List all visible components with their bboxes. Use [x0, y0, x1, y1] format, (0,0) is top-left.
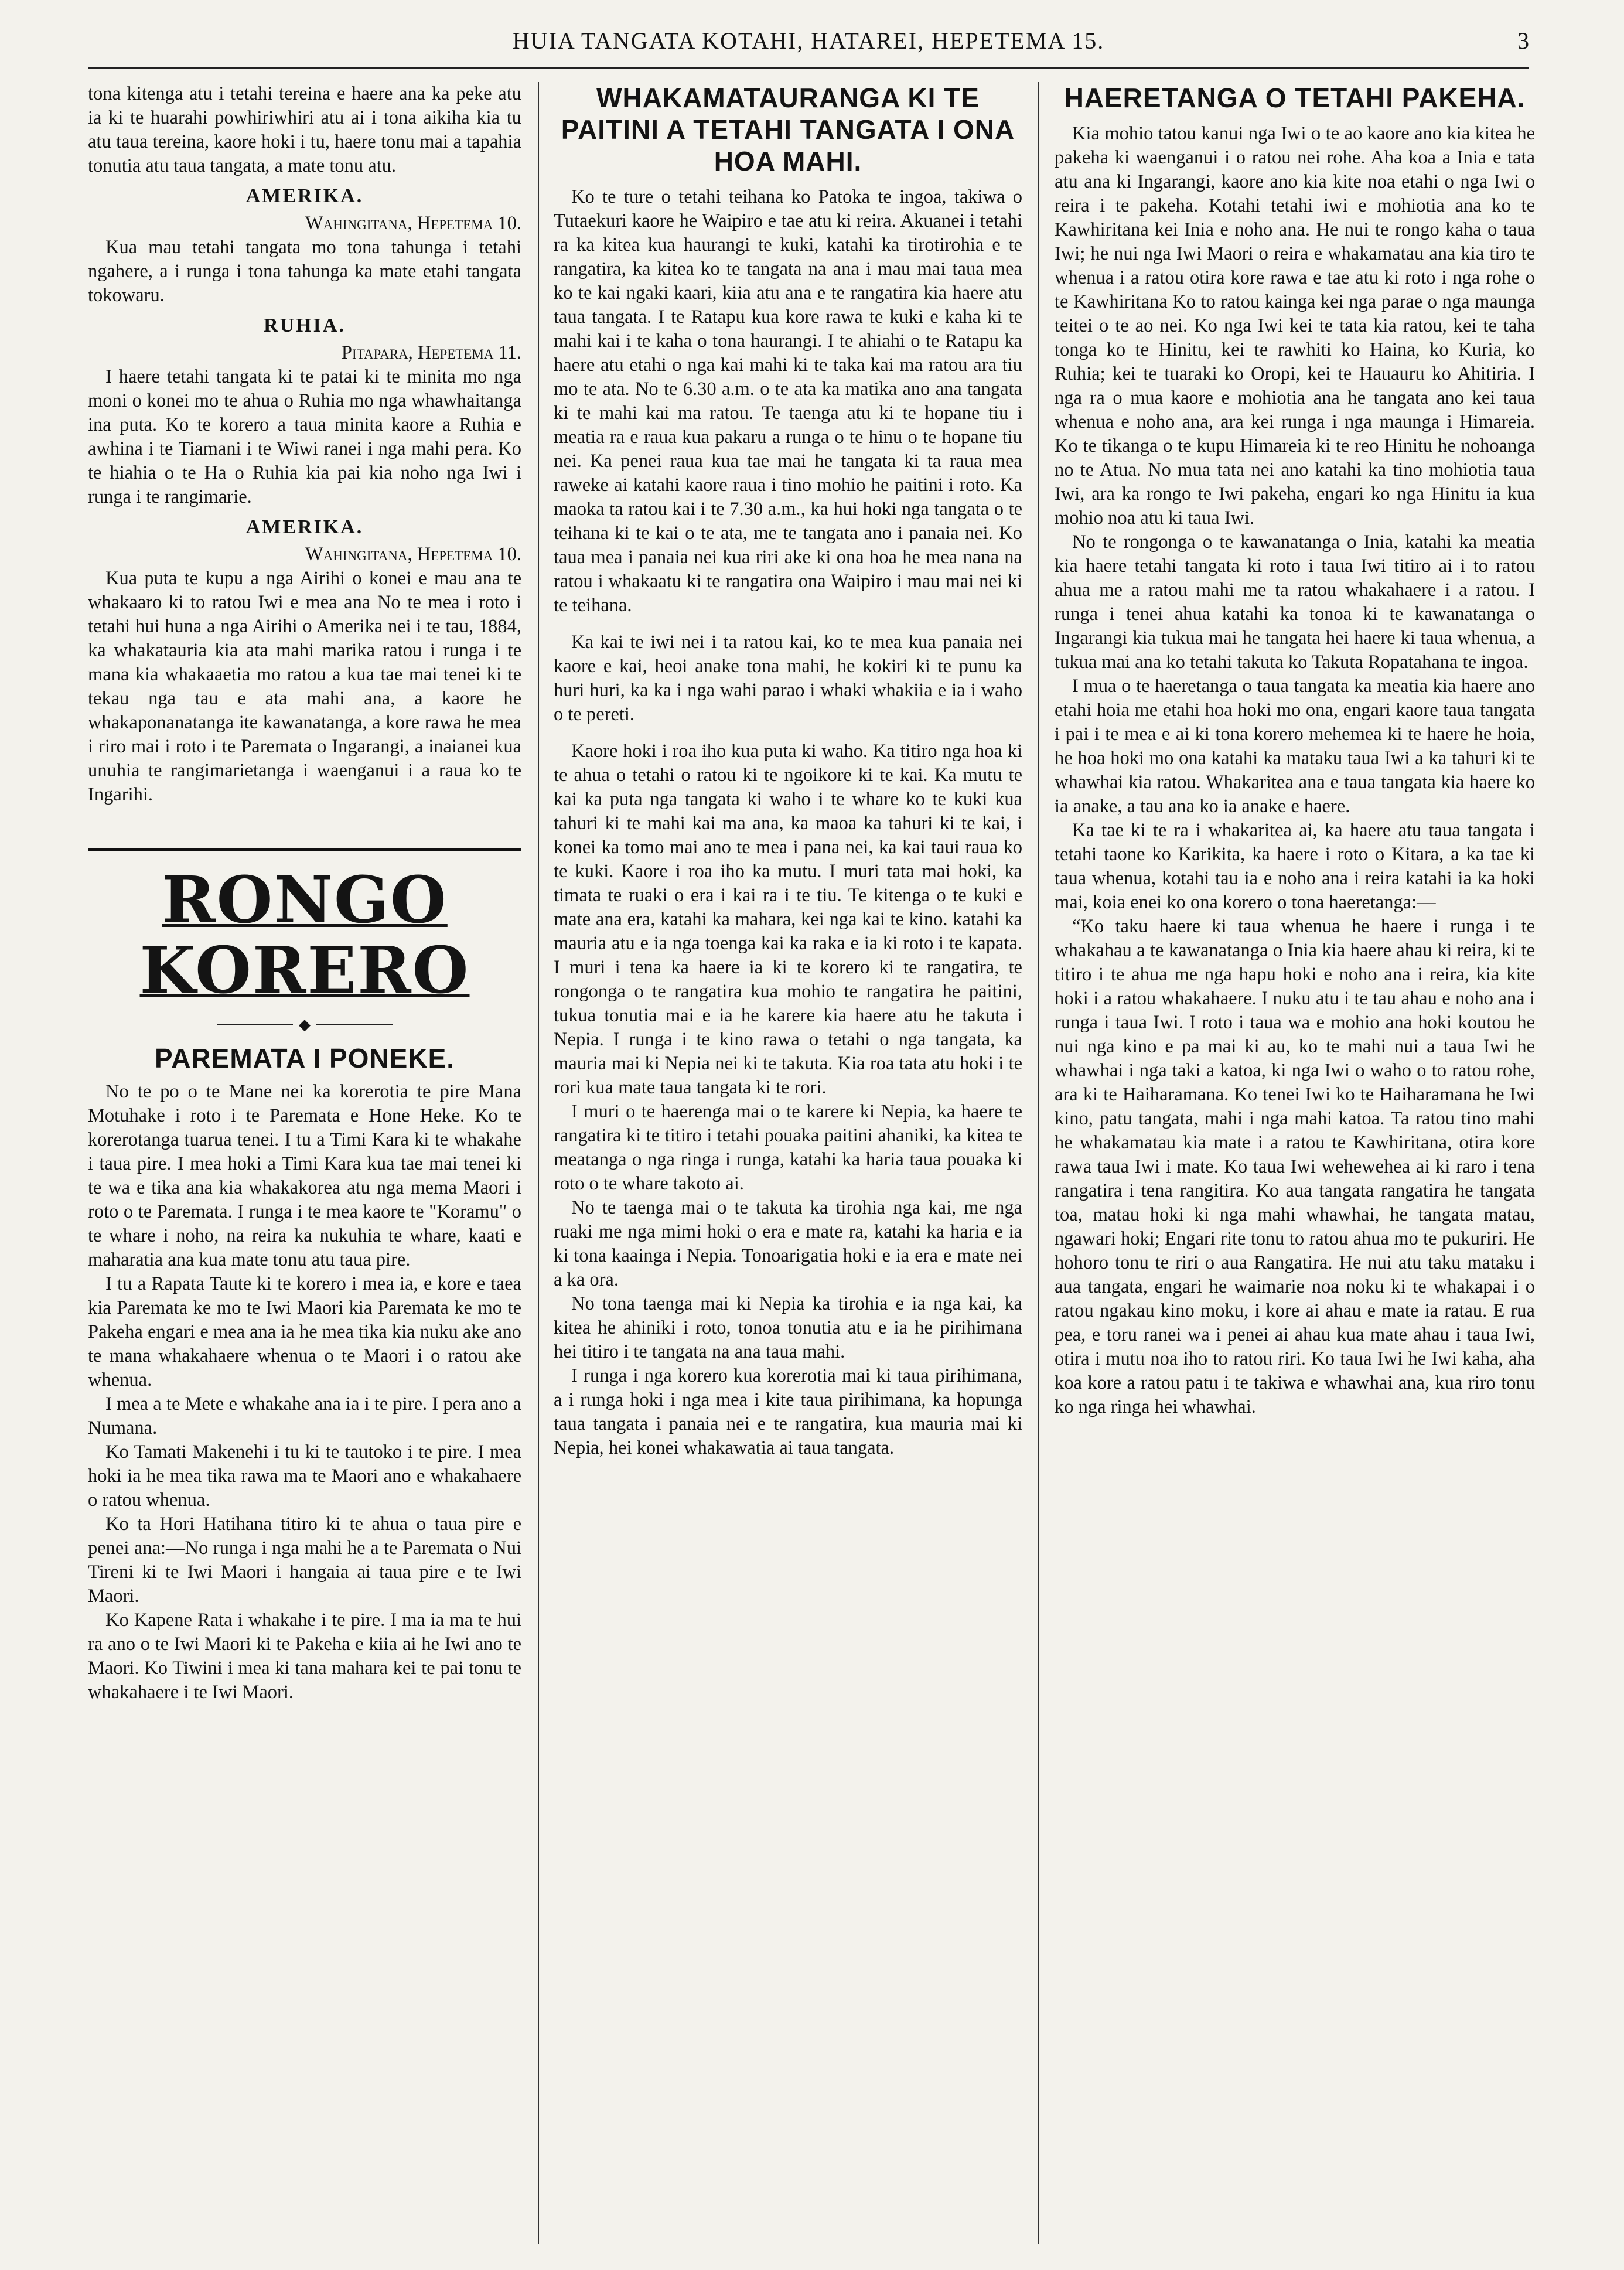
article-paragraph: Kia mohio tatou kanui nga Iwi o te ao kaore ano kia kitea he pakeha ki waenganui i o ratou nei rohe. Aha koa a Inia e tata atu ana ki Ingarangi, kaore ano kia kite noa etahi o nga Iwi o reira i te pakeha. Kotahi tetahi iwi e mohiotia ana ko te Kawhiritana kei Inia e noho ana. He nui te rongo kaha o taua Iwi; he nui nga Iwi Maori o reira e whakamatau ana kia tiro te whenua i a ratou otira kore rawa e tae atu ki roto i nga rohe o te Kawhiritana Ko to ratou kainga kei nga parae o nga maunga teitei o te ao nei. Ko nga Iwi kei te tata kia ratou, kei te taha tonga ko te Hinitu, kei te rawhiti ko Haina, ko Kuria, ko Ruhia; kei te tuaraki ko Oropi, kei te Hauauru ko Ahitiria. I nga ra o mua kaore e mohiotia ana he tangata ano kei taua whenua e noho ana, ara kei runga i nga maunga i Himareia. Ko te tikanga o te kupu Himareia ki te reo Hinitu he nohoanga no te Atua. No mua tata nei ano katahi ka tino mohiotia taua Iwi, ara ka rongo te Iwi pakeha, engari ko nga Hinitu ia kua mohio noa atu ki taua Iwi.	[1055, 123, 1535, 529]
article-paragraph: Ka kai te iwi nei i ta ratou kai, ko te mea kua panaia nei kaore e kai, heoi anake tona mahi, he kokiri ki te punu ka huri huri, ka ka i nga wahi parao i whaki whakiia e ia i waho o te pereti.	[554, 632, 1022, 725]
column-middle	[554, 82, 1022, 2244]
article-paragraph: Ko Tamati Makenehi i tu ki te tautoko i te pire. I mea hoki ia he mea tika rawa ma te Maori ano e whakahaere o ratou whenua.	[88, 1441, 521, 1511]
column-right	[1055, 82, 1535, 2244]
article-paragraph: No tona taenga mai ki Nepia ka tirohia e ia nga kai, ka kitea he ahiniki i roto, tonoa tonutia atu e ia he pirihimana hei titiro i te tangata na ana taua mahi.	[554, 1293, 1022, 1362]
article-paragraph: I muri o te haerenga mai o te karere ki Nepia, ka haere te rangatira ki te titiro i tetahi pouaka paitini ahaniki, ka kitea te meatanga o nga ringa i runga, katahi ka haria taua pouaka ki roto o te whare takoto ai.	[554, 1101, 1022, 1194]
article-paragraph: Kua mau tetahi tangata mo tona tahunga i tetahi ngahere, a i runga i tona tahunga ka mate etahi tangata tokowaru.	[88, 237, 521, 306]
article-paragraph: No te po o te Mane nei ka korerotia te pire Mana Motuhake i roto i te Paremata e Hone Heke. Ko te korerotanga tuarua tenei. I tu a Timi Kara ki te whakahe i taua pire. I mea hoki a Timi Kara kua tae mai tenei ki te wa e tika ana kia whakakorea atu nga mema Maori i roto o te Paremata. I runga i te mea kaore te "Koramu" o te whare i noho, na reira ka nukuhia te whare, kaati e maharatia ana kua mate tonu atu taua pire.	[88, 1081, 521, 1271]
article-headline: PAREMATA I PONEKE.	[154, 1043, 455, 1074]
article-paragraph: I mua o te haeretanga o taua tangata ka meatia kia haere ano etahi hoia me etahi hoa hoki mo ona, engari kaore taua tangata i pai i te mea e ai ki tona korero mehemea ki te haere he hoia, he hoa hoki mo ona katahi ka mataku taua Iwi a ka tahuri ki te whawhai kia ratou. Whakaritea ana e taua tangata kia haere ko ia anake, a tau ana ko ia anake e haere.	[1055, 676, 1535, 817]
article-paragraph: tona kitenga atu i tetahi tereina e haere ana ka peke atu ia ki te huarahi powhiriwhiri atu ai i tona aikiha kia tu atu taua tereina, kaore hoki i tu, haere tonu mai a tapahia tonutia atu taua tangata, a mate tonu atu.	[88, 83, 521, 176]
article-headline: HAERETANGA O TETAHI PAKEHA.	[1064, 83, 1526, 113]
dateline: Wahingitana, Hepetema 10.	[305, 213, 521, 234]
article-paragraph: I mea a te Mete e whakahe ana ia i te pire. I pera ano a Numana.	[88, 1393, 521, 1439]
section-heading: AMERIKA.	[245, 516, 364, 538]
article-paragraph: Ko te ture o tetahi teihana ko Patoka te ingoa, takiwa o Tutaekuri kaore he Waipiro e tae atu ki reira. Akuanei i tetahi ra ka kitea kua haurangi te kuki, katahi ka tirotirohia e te rangatira, ka kitea ko te tangata na ana i mau mai taua mea ko te kai ngaki kaari, kiia atu ana e te rangatira kia haere atu taua tangata. I te Ratapu kua kore rawa te kuki e kaha ki te mahi kai i te kaha o tona haurangi. I te ahiahi o te Ratapu ka haere atu etahi o nga kai mahi ki te taka kai ma ratou ara tiu mo te ata. No te 6.30 a.m. o te ata ka matika ano ana tangata ki te mahi kai ma ratou. Te taenga atu ki te hopane tiu i meatia ra e raua kua pakaru a runga o te hinu o te hopane tiu nei. Ka penei raua kua tae mai he tangata ki ta raua mea raweke ai katahi kaore raua i tino mohio he paitini i roto. Ka maoka ta ratou kai i te 7.30 a.m., ka hui hoki nga tangata o te teihana ki te kai o te ata, me te tangata ano i panaia nei. Ko taua mea i panaia nei kua riri ake ki ona hoa he mea nana na ratou i whakaatu ki te rangatira ona Waipiro i mau mai nei ki te teihana.	[554, 186, 1022, 616]
section-divider	[88, 848, 521, 851]
dateline: Pitapara, Hepetema 11.	[341, 342, 521, 363]
section-heading: AMERIKA.	[245, 185, 364, 207]
article-paragraph: Ka tae ki te ra i whakaritea ai, ka haere atu taua tangata i tetahi taone ko Karikita, ka haere i roto o Kitara, a ka tae ki taua whenua, kotahi tau ia e noho ana i reira katahi ia ka hoki mai, koia enei ko ona korero o tona haeretanga:—	[1055, 820, 1535, 913]
section-title: RONGO KORERO	[139, 862, 470, 1008]
article-paragraph: Kaore hoki i roa iho kua puta ki waho. Ka titiro nga hoa ki te ahua o tetahi o ratou ki te ngoikore ki te kai. Ka mutu te kai ka puta nga tangata ki waho i te whare ko te kuki kua tahuri ki te mahi kai ma ana, ka maoa ka tahuri ki te kai, i konei ka tomo mai ano te mea i pana nei, ka kai taui raua ko te kuki. Kaore i roa iho ka mutu. I muri tata mai hoki, ka timata te ruaki o era i kai ra i te tiu. Te kitenga o te kuki e mate ana era, katahi ka mahara, kei nga kai te kino. katahi ka mauria atu e ia nga toenga kai ka raka e ia ki roto i te kapata. I muri i tena ka haere ia ki te korero ki te rangatira, te rongonga o te rangatira kua mohio te rangatira he paitini, tukua tonutia mai e ia he karere kia haere atu he takuta i Nepia. I runga i te kino rawa o tetahi o nga tangata, ka mauria mai ki Nepia nei ki te takuta. Kia roa tata atu hoki i te rori kua mate taua tangata ki te rori.	[554, 741, 1022, 1098]
article-paragraph: I tu a Rapata Taute ki te korero i mea ia, e kore e taea kia Paremata ke mo te Iwi Maori kia Paremata ke mo te Pakeha engari e mea ana ia he mea tika kia nuku ake ano te mana whakahaere whenua o te Maori i o ratou ake whenua.	[88, 1273, 521, 1391]
article-headline: WHAKAMATAURANGA KI TE PAITINI A TETAHI TANGATA I ONA HOA MAHI.	[561, 83, 1015, 176]
article-paragraph: I runga i nga korero kua korerotia mai ki taua pirihimana, a i runga hoki i nga mea i kite taua pirihimana, ka hopunga taua tangata i panaia nei e te rangatira, kua mauria mai ki Nepia, hei konei whakawatia ai taua tangata.	[554, 1365, 1022, 1458]
diamond-icon: ◆	[299, 1016, 311, 1034]
column-divider	[538, 82, 539, 2244]
page-number: 3	[1517, 28, 1529, 54]
article-paragraph: Ko Kapene Rata i whakahe i te pire. I ma ia ma te hui ra ano o te Iwi Maori ki te Pakeha e kiia ai he Iwi ano te Maori. Ko Tiwini i mea ki tana mahara kei te pai tonu te whakahaere i te Iwi Maori.	[88, 1610, 521, 1703]
article-paragraph: Ko ta Hori Hatihana titiro ki te ahua o taua pire e penei ana:—No runga i nga mahi he a te Paremata o Nui Tireni ki te Iwi Maori i hangaia ai taua pire e te Iwi Maori.	[88, 1514, 521, 1607]
article-paragraph: Kua puta te kupu a nga Airihi o konei e mau ana te whakaaro ki to ratou Iwi e mea ana No te mea i roto i tetahi hui huna a nga Airihi o Amerika nei i te tau, 1884, ka whakatauria kia ata mahi marika ratou i runga i te mana kia whakaaetia mo ratou a kua tae mai tenei ki te tekau nga tau e ata mahi ana, a kaore he whakaponanatanga ite kawanatanga, a kore rawa he mea i riro mai i roto i te Paremata o Ingarangi, a inaianei kua unuhia te rangimarietanga i waenganui i a raua ko te Ingarihi.	[88, 568, 521, 805]
article-paragraph: No te rongonga o te kawanatanga o Inia, katahi ka meatia kia haere tetahi tangata ki roto i taua Iwi titiro ai i to ratou ahua me a ratou mahi me ta ratou whakahaere i a ratou. I runga i tenei ahua katahi ka tonoa ki te kawanatanga o Ingarangi kia tukua mai he tangata hei haere ki taua whenua, a tukua mai ana ko tetahi takuta ko Takuta Ropatahana te ingoa.	[1055, 531, 1535, 673]
column-left	[88, 82, 521, 2244]
dateline: Wahingitana, Hepetema 10.	[305, 544, 521, 565]
article-paragraph: No te taenga mai o te takuta ka tirohia nga kai, me nga ruaki me nga mimi hoki o era e mate ra, katahi ka haria e ia ki tona kaainga i Nepia. Tonoarigatia hoki e ia era e mate nei a ka ora.	[554, 1197, 1022, 1290]
masthead	[88, 16, 1529, 69]
section-heading: RUHIA.	[264, 315, 346, 336]
newspaper-title: HUIA TANGATA KOTAHI, HATAREI, HEPETEMA 15.	[512, 28, 1105, 54]
article-paragraph: “Ko taku haere ki taua whenua he haere i runga i te whakahau a te kawanatanga o Inia kia haere ahau ki reira, ki te titiro i te ahua me nga hapu hoki e noho ana i reira, kia kite hoki i a ratou whakahaere. I nuku atu i te tau ahau e noho ana i runga i taua Iwi. I roto i taua wa e mohio ana hoki koutou he nui nga kino e pa mai ki au, ko te mahi nui a taua Iwi he whawhai i nga taki a katoa, ki nga Iwi o waho o to ratou rohe, ara ki te Haiharamana. Ko tenei Iwi ko te Haiharamana he Iwi kino, patu tangata, mahi i nga mahi katoa. Ta ratou tino mahi he whakamatau kia mate i a ratou te Kawhiritana, otira kore rawa taua Iwi i mate. Ko taua Iwi wehewehea ai ki raro i tena rangatira i tena rangitira. Ko aua tangata rangatira he tangata toa, matau hoki ki nga mahi whawhai, he tangata matau, ngawari hoki; Engari rite tonu to ratou ahua mo te pukuriri. He hohoro tonu te riri o aua Rangatira. He nui atu taku mataku i aua tangata, engari he waimarie noa noku ki te whakapai i o ratou ngakau kino moku, i kore ai ahau e mate ia ratau. E rua pea, e toru ranei wa i penei ai ahau kua mate ahau i taua Iwi, otira i mutu noa iho to ratou riri. Ko taua Iwi he Iwi kaha, aha koa kore a ratou patu i te takiwa e whawhai ana, kua riro tonu ko nga ringa hei whawhai.	[1055, 916, 1535, 1417]
ornament-divider	[88, 1015, 521, 1034]
article-paragraph: I haere tetahi tangata ki te patai ki te minita mo nga moni o konei mo te ahua o Ruhia mo nga whawhaitanga ina puta. Ko te korero a taua minita kaore a Ruhia e awhina i te Tiamani i te Wiwi ranei i nga mahi pera. Ko te hiahia o te Ha o Ruhia kia pai kia noho nga Iwi i runga i te rangimarie.	[88, 366, 521, 507]
column-divider	[1038, 82, 1039, 2244]
